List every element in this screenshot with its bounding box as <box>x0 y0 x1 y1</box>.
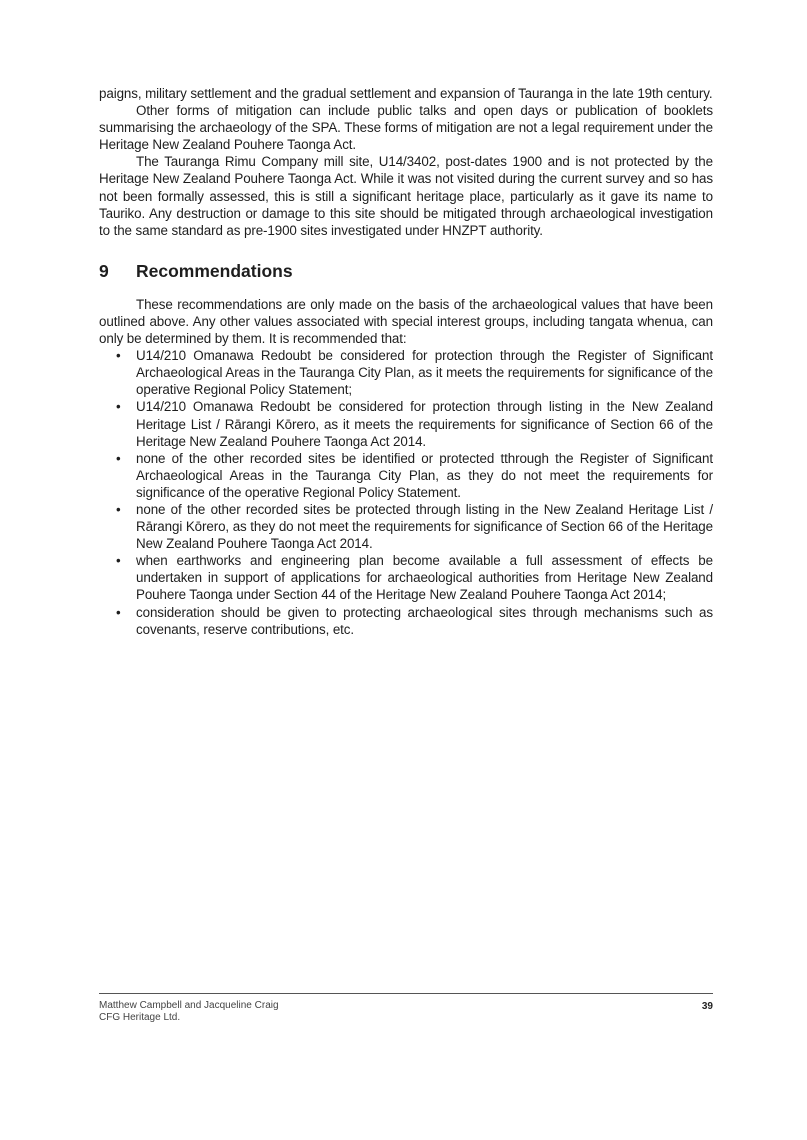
list-item <box>99 604 713 638</box>
list-item <box>99 450 713 501</box>
mitigation-paragraph: Other forms of mitigation can include public talks and open days or publication of booklets summarising the archaeology of the SPA. These forms of mitigation are not a legal requirement under the Heritage New Zealand Pouhere Taonga Act. <box>99 103 713 153</box>
continued-paragraph: paigns, military settlement and the gradual settlement and expansion of Tauranga in the late 19th century. <box>99 86 713 101</box>
recommendations-intro: These recommendations are only made on the basis of the archaeological values that have been outlined above. Any other values associated with special interest groups, including tangata whenua, can only be determined by them. It is recommended that: <box>99 296 713 347</box>
bullet-icon: • <box>116 399 121 415</box>
section-title: Recommendations <box>136 260 293 281</box>
recommendations-list <box>99 347 713 638</box>
footer-organisation: CFG Heritage Ltd. <box>99 1012 181 1023</box>
list-item <box>99 501 713 552</box>
section-heading <box>99 260 713 282</box>
page-number: 39 <box>701 1001 713 1012</box>
list-item <box>99 347 713 398</box>
list-item <box>99 398 713 449</box>
list-item-text: none of the other recorded sites be identified or protected tthrough the Register of Significant Archaeological Areas in the Tauranga City Plan, as they do not meet the requirements for significance of the operative Regional Policy Statement. <box>136 450 713 500</box>
section-number: 9 <box>99 260 109 281</box>
page-footer <box>99 993 713 1024</box>
list-item-text: when earthworks and engineering plan become available a full assessment of effects be undertaken in support of applications for archaeological authorities from Heritage New Zealand Pouhere Taonga under Section 44 of the Heritage New Zealand Pouhere Taonga Act 2014; <box>136 553 713 603</box>
bullet-icon: • <box>116 553 121 569</box>
mill-site-paragraph: The Tauranga Rimu Company mill site, U14/3402, post-dates 1900 and is not protected by the Heritage New Zealand Pouhere Taonga Act. While it was not visited during the current survey and so has not been formally assessed, this is still a significant heritage place, particularly as it gave its name to Tauriko. Any destruction or damage to this site should be mitigated through archaeological investigation to the same standard as pre-1900 sites investigated under HNZPT authority. <box>99 154 713 238</box>
bullet-icon: • <box>116 604 121 620</box>
bullet-icon: • <box>116 348 121 364</box>
list-item-text: U14/210 Omanawa Redoubt be considered for protection through listing in the New Zealand Heritage List / Rārangi Kōrero, as it meets the requirements for significance of Section 66 of the Heritage New Zealand Pouhere Taonga Act 2014. <box>136 399 713 449</box>
bullet-icon: • <box>116 450 121 466</box>
footer-authors: Matthew Campbell and Jacqueline Craig <box>99 1000 279 1011</box>
document-page <box>99 85 713 638</box>
list-item-text: U14/210 Omanawa Redoubt be considered for protection through the Register of Significant Archaeological Areas in the Tauranga City Plan, as it meets the requirements for significance of the operative Regional Policy Statement; <box>136 348 713 398</box>
list-item <box>99 552 713 603</box>
list-item-text: none of the other recorded sites be protected through listing in the New Zealand Heritage List / Rārangi Kōrero, as they do not meet the requirements for significance of Section 66 of the Heritage New Zealand Pouhere Taonga Act 2014. <box>136 501 713 552</box>
list-item-text: consideration should be given to protecting archaeological sites through mechanisms such as covenants, reserve contributions, etc. <box>136 604 713 637</box>
bullet-icon: • <box>116 501 121 517</box>
